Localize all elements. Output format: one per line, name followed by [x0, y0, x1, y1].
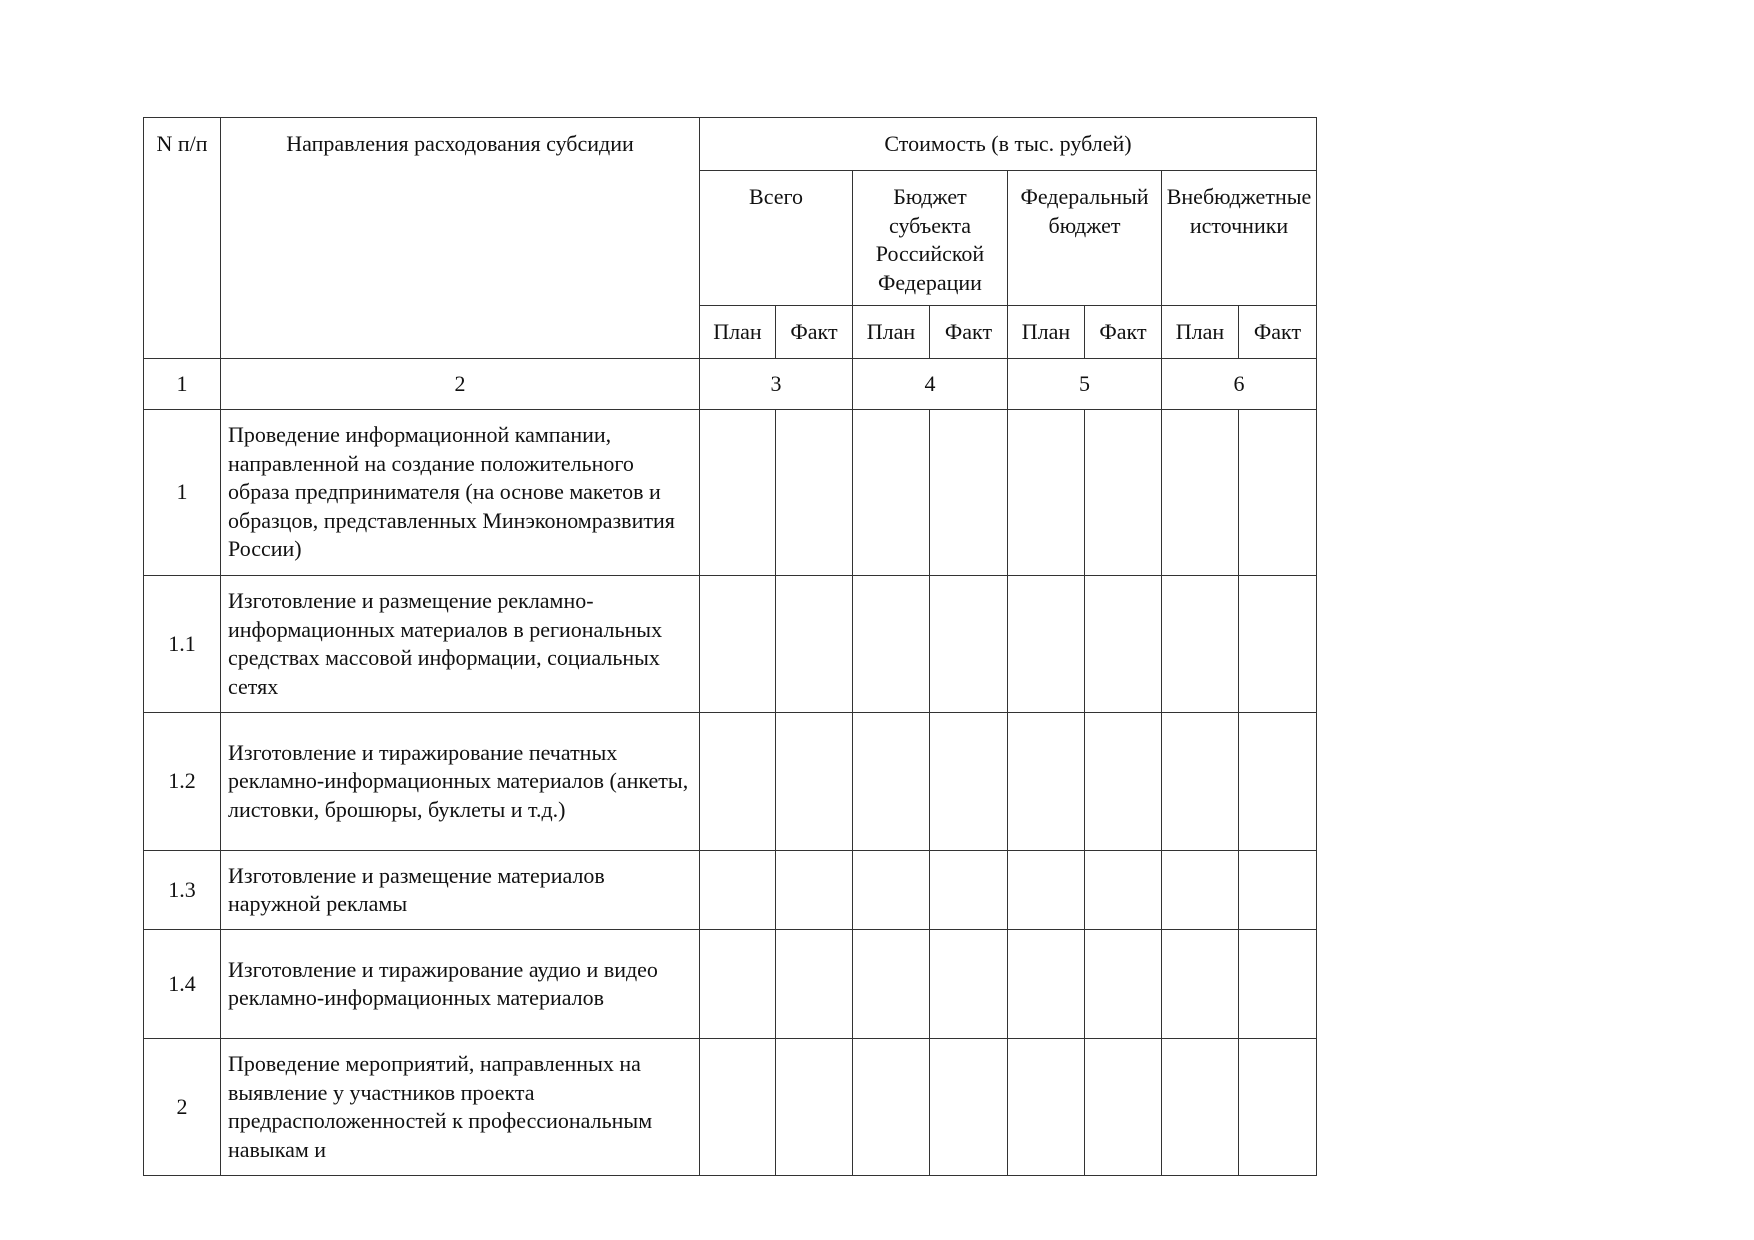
- plan-cell[interactable]: [1162, 930, 1239, 1039]
- row-direction: Проведение информационной кампании, направленной на создание положительного образа предпринимателя (на основе макетов и образцов, представленных Минэкономразвития России): [221, 410, 700, 576]
- plan-cell[interactable]: [853, 1039, 930, 1176]
- column-number: 2: [221, 359, 700, 410]
- plan-cell[interactable]: [853, 410, 930, 576]
- row-direction: Изготовление и размещение материалов наружной рекламы: [221, 851, 700, 930]
- row-number: 1.4: [144, 930, 221, 1039]
- table-row: [144, 930, 1317, 1039]
- row-number: 1.2: [144, 713, 221, 851]
- subsidy-expense-table: [143, 117, 1317, 1176]
- fact-cell[interactable]: [776, 930, 853, 1039]
- header-direction: Направления расходования субсидии: [221, 118, 700, 359]
- fact-cell[interactable]: [930, 1039, 1008, 1176]
- fact-cell[interactable]: [776, 713, 853, 851]
- fact-cell[interactable]: [776, 576, 853, 713]
- column-number: 5: [1008, 359, 1162, 410]
- fact-cell[interactable]: [930, 576, 1008, 713]
- plan-cell[interactable]: [853, 851, 930, 930]
- fact-cell[interactable]: [1085, 1039, 1162, 1176]
- row-direction: Изготовление и тиражирование аудио и видео рекламно-информационных материалов: [221, 930, 700, 1039]
- plan-cell[interactable]: [853, 930, 930, 1039]
- plan-cell[interactable]: [700, 851, 776, 930]
- row-number: 1.1: [144, 576, 221, 713]
- fact-cell[interactable]: [1085, 410, 1162, 576]
- plan-cell[interactable]: [1162, 851, 1239, 930]
- plan-cell[interactable]: [853, 576, 930, 713]
- fact-cell[interactable]: [1085, 576, 1162, 713]
- row-number: 1: [144, 410, 221, 576]
- plan-cell[interactable]: [1162, 410, 1239, 576]
- header-num: N п/п: [144, 118, 221, 359]
- fact-cell[interactable]: [1239, 713, 1317, 851]
- header-group-extrabudget: Внебюджетные источники: [1162, 171, 1317, 306]
- column-number: 3: [700, 359, 853, 410]
- fact-cell[interactable]: [930, 713, 1008, 851]
- header-fact: Факт: [930, 306, 1008, 359]
- plan-cell[interactable]: [700, 930, 776, 1039]
- fact-cell[interactable]: [1239, 576, 1317, 713]
- header-plan: План: [853, 306, 930, 359]
- fact-cell[interactable]: [1085, 851, 1162, 930]
- row-direction: Изготовление и тиражирование печатных рекламно-информационных материалов (анкеты, листовки, брошюры, буклеты и т.д.): [221, 713, 700, 851]
- table-row: [144, 1039, 1317, 1176]
- fact-cell[interactable]: [776, 851, 853, 930]
- plan-cell[interactable]: [700, 1039, 776, 1176]
- table-row: [144, 851, 1317, 930]
- fact-cell[interactable]: [776, 410, 853, 576]
- fact-cell[interactable]: [1239, 851, 1317, 930]
- header-fact: Факт: [776, 306, 853, 359]
- fact-cell[interactable]: [930, 410, 1008, 576]
- plan-cell[interactable]: [700, 576, 776, 713]
- header-plan: План: [700, 306, 776, 359]
- header-plan: План: [1008, 306, 1085, 359]
- header-group-regional: Бюджет субъекта Российской Федерации: [853, 171, 1008, 306]
- header-cost: Стоимость (в тыс. рублей): [700, 118, 1317, 171]
- header-group-federal: Федеральный бюджет: [1008, 171, 1162, 306]
- plan-cell[interactable]: [700, 410, 776, 576]
- plan-cell[interactable]: [1162, 576, 1239, 713]
- header-fact: Факт: [1085, 306, 1162, 359]
- plan-cell[interactable]: [1008, 410, 1085, 576]
- table-row: [144, 713, 1317, 851]
- fact-cell[interactable]: [930, 851, 1008, 930]
- plan-cell[interactable]: [853, 713, 930, 851]
- plan-cell[interactable]: [1008, 713, 1085, 851]
- plan-cell[interactable]: [1162, 713, 1239, 851]
- fact-cell[interactable]: [930, 930, 1008, 1039]
- plan-cell[interactable]: [1008, 851, 1085, 930]
- fact-cell[interactable]: [1239, 410, 1317, 576]
- plan-cell[interactable]: [700, 713, 776, 851]
- row-number: 2: [144, 1039, 221, 1176]
- header-group-total: Всего: [700, 171, 853, 306]
- plan-cell[interactable]: [1008, 1039, 1085, 1176]
- row-direction: Проведение мероприятий, направленных на выявление у участников проекта предрасположенностей к профессиональным навыкам и: [221, 1039, 700, 1176]
- header-fact: Факт: [1239, 306, 1317, 359]
- table-row: [144, 576, 1317, 713]
- column-number: 4: [853, 359, 1008, 410]
- fact-cell[interactable]: [1239, 1039, 1317, 1176]
- plan-cell[interactable]: [1008, 930, 1085, 1039]
- column-number: 6: [1162, 359, 1317, 410]
- plan-cell[interactable]: [1162, 1039, 1239, 1176]
- header-plan: План: [1162, 306, 1239, 359]
- fact-cell[interactable]: [1239, 930, 1317, 1039]
- row-number: 1.3: [144, 851, 221, 930]
- plan-cell[interactable]: [1008, 576, 1085, 713]
- row-direction: Изготовление и размещение рекламно-информационных материалов в региональных средствах массовой информации, социальных сетях: [221, 576, 700, 713]
- table-row: [144, 410, 1317, 576]
- column-number: 1: [144, 359, 221, 410]
- fact-cell[interactable]: [776, 1039, 853, 1176]
- fact-cell[interactable]: [1085, 930, 1162, 1039]
- fact-cell[interactable]: [1085, 713, 1162, 851]
